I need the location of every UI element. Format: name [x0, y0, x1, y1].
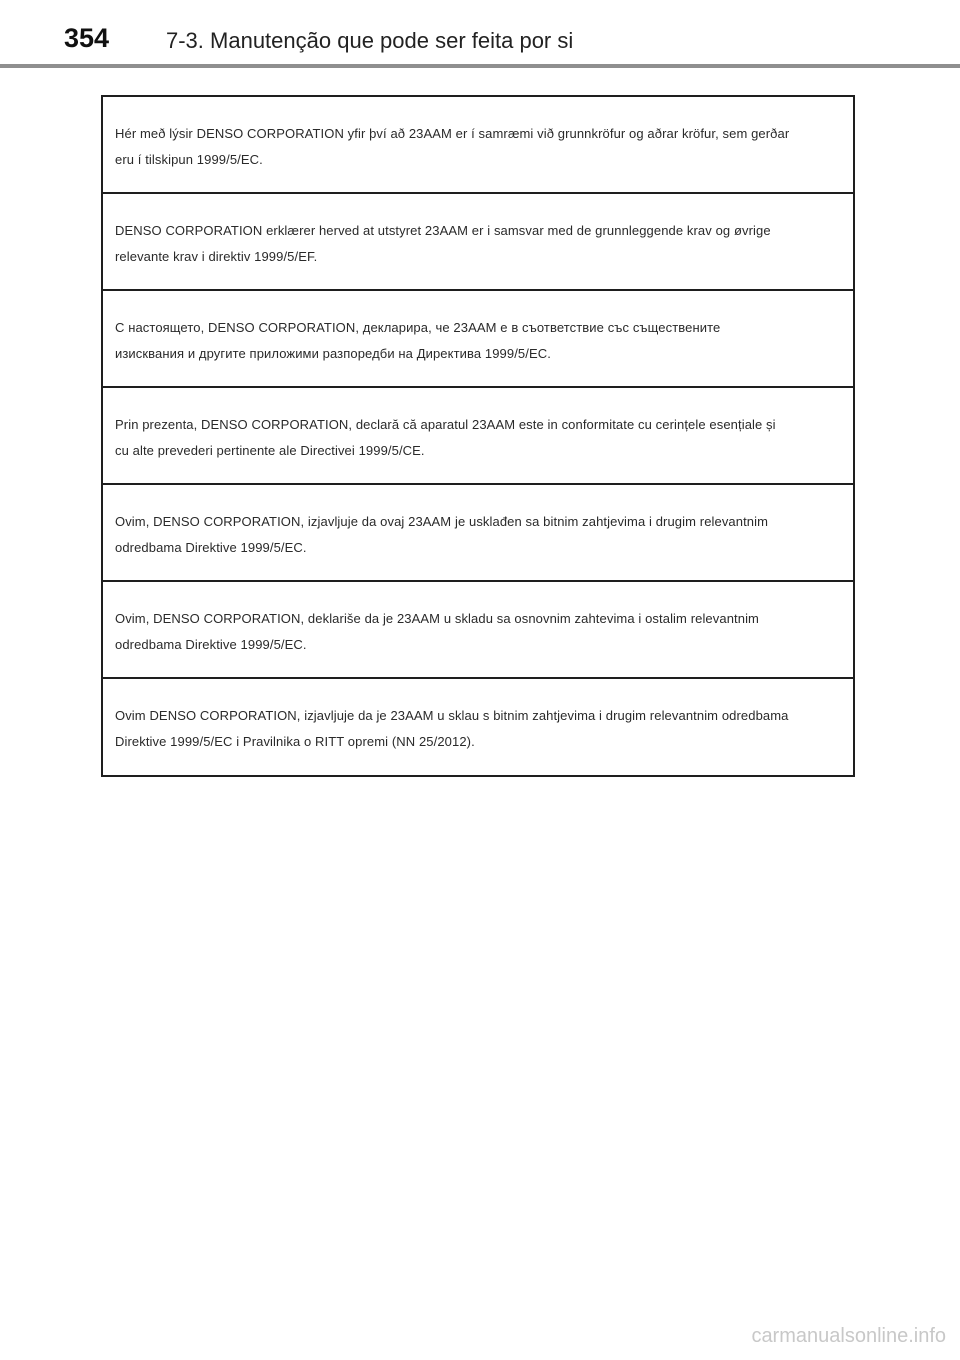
declaration-text: Ovim, DENSO CORPORATION, deklariše da je 23AAM u skladu sa osnovnim zahtevima i ostalim relevantnim odredbama Direktive 1999/5/EC.: [115, 611, 759, 652]
declaration-text: Ovim DENSO CORPORATION, izjavljuje da je 23AAM u sklau s bitnim zahtjevima i drugim relevantnim odredbama Direktive 1999/5/EC i Pravilnika o RITT opremi (NN 25/2012).: [115, 708, 789, 749]
declaration-row-norwegian: [103, 194, 853, 291]
declaration-row-croatian: [103, 679, 853, 776]
declaration-row-romanian: [103, 388, 853, 485]
declaration-row-serbian: [103, 582, 853, 679]
declaration-row-icelandic: [103, 97, 853, 194]
declaration-text: С настоящето, DENSO CORPORATION, декларира, че 23AAM е в съответствие със съществените изисквания и другите приложими разпоредби на Директива 1999/5/EC.: [115, 320, 721, 361]
page-header: [0, 0, 960, 70]
declarations-table: [101, 95, 855, 777]
declaration-text: DENSO CORPORATION erklærer herved at utstyret 23AAM er i samsvar med de grunnleggende krav og øvrige relevante krav i direktiv 1999/5/EF.: [115, 223, 771, 264]
header-divider: [0, 64, 960, 68]
declaration-row-bulgarian: [103, 291, 853, 388]
declaration-row-bosnian: [103, 485, 853, 582]
section-title: 7-3. Manutenção que pode ser feita por si: [166, 28, 574, 53]
watermark: carmanualsonline.info: [751, 1325, 946, 1347]
declaration-text: Prin prezenta, DENSO CORPORATION, declară că aparatul 23AAM este in conformitate cu cerințele esențiale și cu alte prevederi pertinente ale Directivei 1999/5/CE.: [115, 417, 776, 458]
declaration-text: Ovim, DENSO CORPORATION, izjavljuje da ovaj 23AAM je usklađen sa bitnim zahtjevima i drugim relevantnim odredbama Direktive 1999/5/EC.: [115, 514, 769, 555]
page-number: 354: [64, 23, 110, 53]
declaration-text: Hér með lýsir DENSO CORPORATION yfir því að 23AAM er í samræmi við grunnkröfur og aðrar kröfur, sem gerðar eru í tilskipun 1999/5/EC.: [115, 126, 790, 167]
